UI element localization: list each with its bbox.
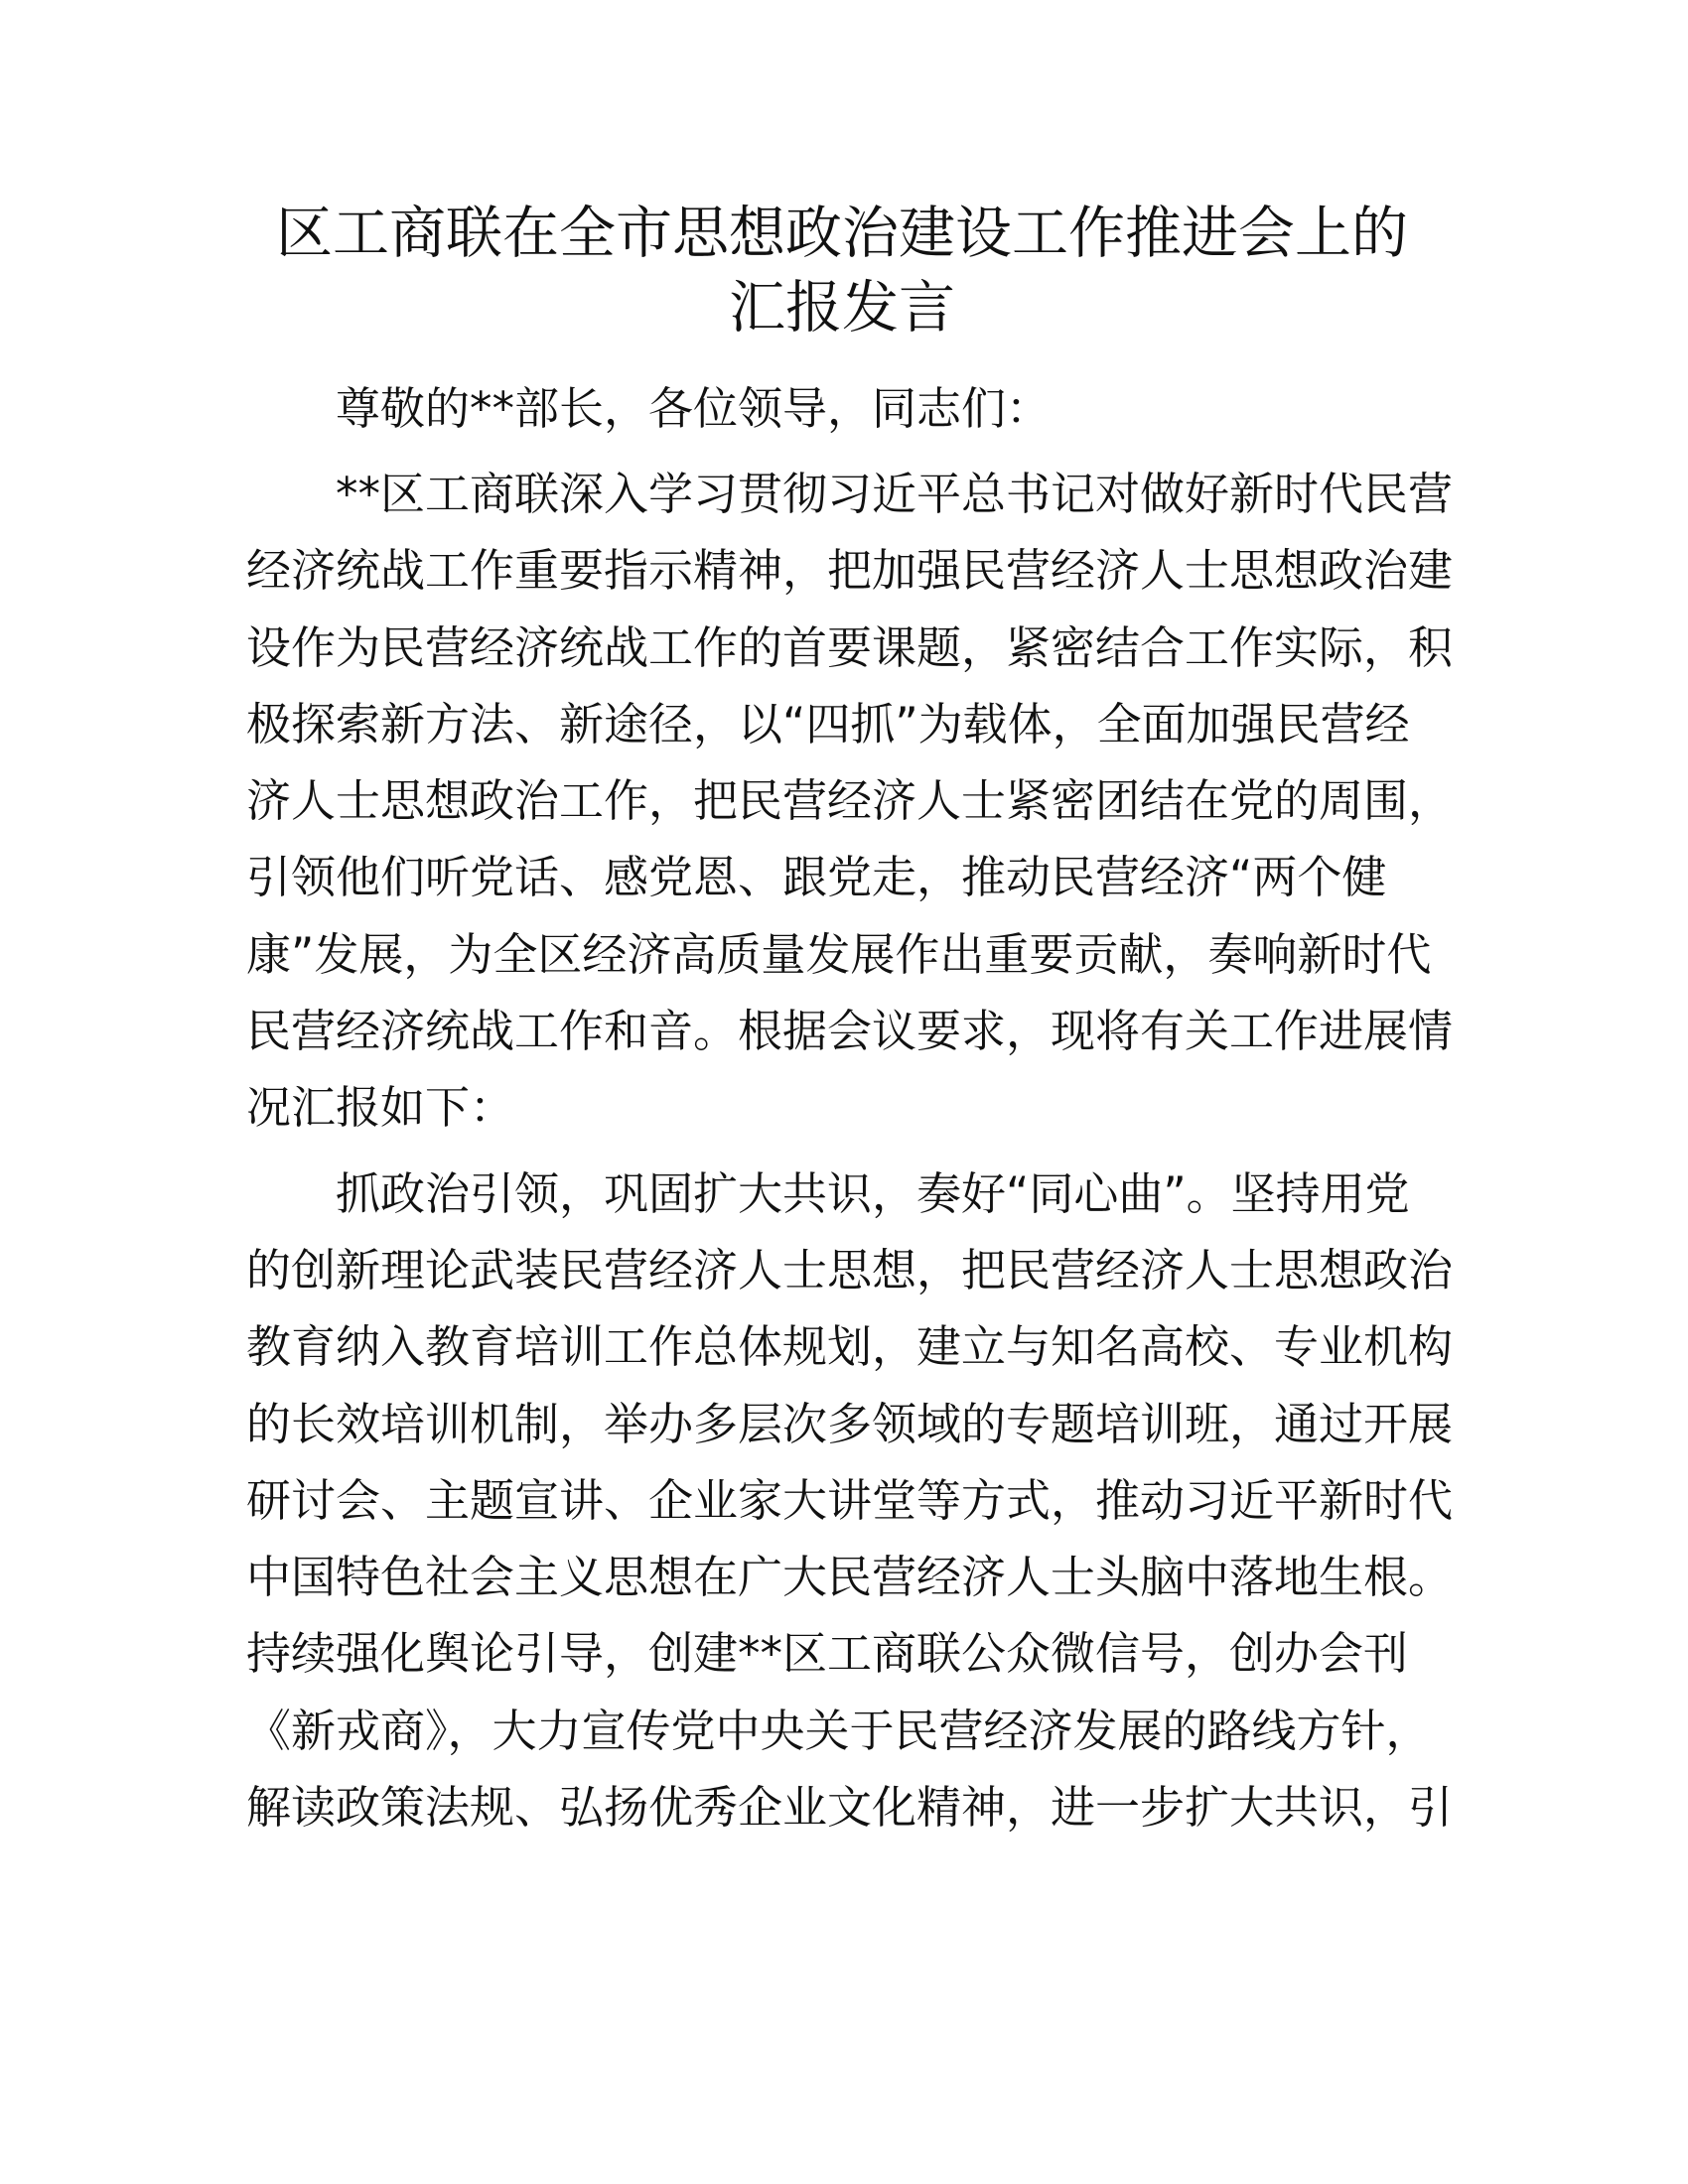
paragraph-line: 教育纳入教育培训工作总体规划，建立与知名高校、专业机构 — [246, 1320, 1454, 1374]
paragraph-line: **区工商联深入学习贯彻习近平总书记对做好新时代民营 — [336, 468, 1454, 520]
paragraph-line: 持续强化舆论引导，创建**区工商联公众微信号，创办会刊 — [246, 1627, 1409, 1681]
paragraph-line: 设作为民营经济统战工作的首要课题，紧密结合工作实际，积 — [246, 620, 1454, 674]
document-title — [246, 197, 1438, 345]
paragraph-line: 况汇报如下： — [246, 1081, 515, 1135]
paragraph-line: 经济统战工作重要指示精神，把加强民营经济人士思想政治建 — [246, 544, 1454, 598]
title-line: 汇报发言 — [729, 275, 955, 341]
paragraph-line: 《新戎商》，大力宣传党中央关于民营经济发展的路线方针， — [246, 1704, 1431, 1757]
paragraph-line: 引领他们听党话、感党恩、跟党走，推动民营经济“两个健 — [246, 851, 1387, 904]
paragraph-line: 的长效培训机制，举办多层次多领域的专题培训班，通过开展 — [246, 1397, 1454, 1450]
title-line: 区工商联在全市思想政治建设工作推进会上的 — [276, 201, 1408, 266]
paragraph-line: 康”发展，为全区经济高质量发展作出重要贡献，奏响新时代 — [246, 927, 1432, 981]
paragraph-line: 中国特色社会主义思想在广大民营经济人士头脑中落地生根。 — [246, 1551, 1454, 1604]
paragraph-line: 的创新理论武装民营经济人士思想，把民营经济人士思想政治 — [246, 1243, 1454, 1297]
salutation: 尊敬的**部长，各位领导，同志们： — [336, 382, 1052, 435]
paragraph-line: 抓政治引领，巩固扩大共识，奏好“同心曲”。坚持用党 — [336, 1166, 1410, 1220]
document-body — [246, 197, 1454, 1845]
paragraph-line: 民营经济统战工作和音。根据会议要求，现将有关工作进展情 — [246, 1005, 1454, 1058]
paragraph-line: 济人士思想政治工作，把民营经济人士紧密团结在党的周围， — [246, 774, 1454, 828]
paragraph-line: 极探索新方法、新途径，以“四抓”为载体，全面加强民营经 — [246, 697, 1410, 751]
paragraph-line: 解读政策法规、弘扬优秀企业文化精神，进一步扩大共识，引 — [246, 1781, 1454, 1835]
paragraph-line: 研讨会、主题宣讲、企业家大讲堂等方式，推动习近平新时代 — [246, 1473, 1454, 1527]
paragraph-intro — [246, 456, 1454, 1147]
paragraph-political-guidance — [246, 1156, 1454, 1846]
